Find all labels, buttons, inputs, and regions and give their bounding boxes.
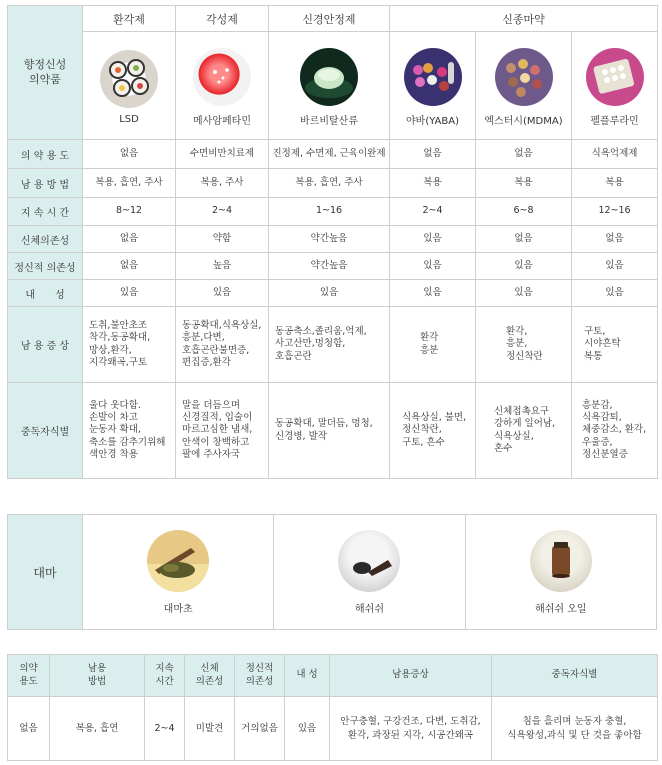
row-label: 대마 — [8, 515, 83, 630]
drug-cell — [176, 32, 269, 140]
cannabis-table — [7, 514, 657, 630]
group-header: 각성제 — [176, 6, 269, 32]
item-name: 대마초 — [163, 603, 193, 615]
table-cell: 있음 — [390, 226, 476, 253]
table-cell: 있음 — [269, 280, 390, 307]
table-cell: 복용, 주사 — [176, 169, 269, 198]
table-cell: 구토, 시야흔탁 복통 — [572, 307, 658, 383]
table-cell: 복용 — [390, 169, 476, 198]
table-cell: 말을 더듬으며 신경질적, 입술이 마르고심한 냄새, 안색이 창백하고 팔에 주사자국 — [176, 383, 269, 479]
table-cell: 복용, 흡연 — [50, 697, 145, 761]
drug-name: 메사암페타민 — [193, 116, 251, 127]
table-cell: 1~16 — [269, 198, 390, 226]
barbiturate-image — [300, 48, 358, 106]
cannabis-leaf-image — [147, 530, 209, 592]
column-header: 중독자식별 — [492, 655, 658, 697]
group-header: 신종마약 — [390, 6, 658, 32]
table-cell: 없음 — [8, 697, 50, 761]
cannabis-item — [274, 515, 465, 630]
table-cell: 약함 — [176, 226, 269, 253]
table-cell: 복용, 흡연, 주사 — [269, 169, 390, 198]
cannabis-item — [83, 515, 274, 630]
row-label: 중독자식별 — [8, 383, 83, 479]
drug-name: LSD — [119, 114, 139, 125]
table-cell: 2~4 — [176, 198, 269, 226]
table-cell: 울다 웃다함. 손발이 차고 눈동자 확대, 축소를 감추기위해 색안경 착용 — [83, 383, 176, 479]
table-cell: 안구충혈, 구강건조, 다변, 도취감, 환각, 과장된 지각, 시공간왜곡 — [330, 697, 492, 761]
drug-cell — [572, 32, 658, 140]
fenfluramine-image — [586, 48, 644, 106]
table-cell: 미발견 — [185, 697, 235, 761]
table-cell: 없음 — [83, 253, 176, 280]
methamphetamine-image — [193, 48, 251, 106]
item-name: 해쉬쉬 — [355, 603, 384, 615]
table-cell: 없음 — [390, 140, 476, 169]
table-cell: 동공축소,졸리움,억제, 사고산만,멍청함, 호흡곤란 — [269, 307, 390, 383]
cannabis-detail-table — [7, 654, 658, 761]
column-header: 의약 용도 — [8, 655, 50, 697]
row-label: 지 속 시 간 — [8, 198, 83, 226]
table-cell: 있음 — [572, 280, 658, 307]
table-cell: 2~4 — [390, 198, 476, 226]
row-label: 남 용 방 법 — [8, 169, 83, 198]
ecstasy-pills-image — [495, 48, 553, 106]
table-cell: 진정제, 수면제, 근육이완제 — [269, 140, 390, 169]
table-cell: 있음 — [572, 253, 658, 280]
table-cell: 환각, 흥분, 정신착란 — [476, 307, 572, 383]
table-cell: 8~12 — [83, 198, 176, 226]
psychotropic-drugs-table — [7, 5, 658, 479]
column-header: 내 성 — [285, 655, 330, 697]
table-cell: 있음 — [390, 253, 476, 280]
drug-cell — [390, 32, 476, 140]
table-cell: 흥분감, 식욕감퇴, 체중감소, 환각, 우울증, 정신분열증 — [572, 383, 658, 479]
table-cell: 있음 — [285, 697, 330, 761]
drug-name: 야바(YABA) — [406, 116, 459, 127]
row-label: 내 성 — [8, 280, 83, 307]
column-header: 남용 방법 — [50, 655, 145, 697]
table-cell: 6~8 — [476, 198, 572, 226]
drug-name: 엑스터시(MDMA) — [484, 116, 563, 127]
category-label: 향정신성 의약품 — [8, 6, 83, 140]
table-cell: 도취,불안초조 착각,동공확대, 망상,환각, 지각왜곡,구토 — [83, 307, 176, 383]
table-cell: 있음 — [390, 280, 476, 307]
table-cell: 없음 — [83, 140, 176, 169]
table-cell: 식욕상실, 불면, 정신착란, 구토, 흔수 — [390, 383, 476, 479]
drug-name: 펠플루라민 — [590, 116, 639, 127]
table-cell: 있음 — [476, 280, 572, 307]
table-cell: 있음 — [83, 280, 176, 307]
column-header: 지속 시간 — [145, 655, 185, 697]
table-cell: 복용 — [476, 169, 572, 198]
table-cell: 동공확대, 말더듬, 멍청, 신경병, 발작 — [269, 383, 390, 479]
table-cell: 약간높음 — [269, 226, 390, 253]
table-cell: 있음 — [176, 280, 269, 307]
table-cell: 동공확대,식욕상실, 흥분,다변, 호흡곤란불면증, 편집증,환각 — [176, 307, 269, 383]
table-cell: 없음 — [476, 140, 572, 169]
table-cell: 수면비만치료제 — [176, 140, 269, 169]
column-header: 정신적 의존성 — [235, 655, 285, 697]
table-cell: 12~16 — [572, 198, 658, 226]
yaba-pills-image — [404, 48, 462, 106]
column-header: 신체 의존성 — [185, 655, 235, 697]
table-cell: 복용 — [572, 169, 658, 198]
hash-oil-image — [530, 530, 592, 592]
row-label: 정신적 의존성 — [8, 253, 83, 280]
row-label: 신체의존성 — [8, 226, 83, 253]
group-header: 환각제 — [83, 6, 176, 32]
table-cell: 신체접촉요구 강하게 일어남, 식욕상실, 혼수 — [476, 383, 572, 479]
table-cell: 없음 — [572, 226, 658, 253]
table-cell: 없음 — [83, 226, 176, 253]
group-header: 신경안정제 — [269, 6, 390, 32]
table-cell: 없음 — [476, 226, 572, 253]
table-cell: 있음 — [476, 253, 572, 280]
table-cell: 높음 — [176, 253, 269, 280]
table-cell: 복용, 흡연, 주사 — [83, 169, 176, 198]
table-cell: 침을 흘리며 눈동자 충혈, 식욕왕성,과식 및 단 것을 좋아함 — [492, 697, 658, 761]
table-cell: 환각 흥분 — [390, 307, 476, 383]
drug-cell — [269, 32, 390, 140]
hashish-image — [338, 530, 400, 592]
column-header: 남용증상 — [330, 655, 492, 697]
lsd-sushi-image — [100, 50, 158, 108]
table-cell: 식욕억제제 — [572, 140, 658, 169]
table-cell: 2~4 — [145, 697, 185, 761]
drug-cell — [83, 32, 176, 140]
drug-name: 바르비탈산류 — [300, 116, 358, 127]
item-name: 해쉬쉬 오일 — [535, 603, 587, 615]
table-cell: 거의없음 — [235, 697, 285, 761]
table-cell: 약간높음 — [269, 253, 390, 280]
cannabis-item — [465, 515, 656, 630]
row-label: 남 용 증 상 — [8, 307, 83, 383]
row-label: 의 약 용 도 — [8, 140, 83, 169]
drug-cell — [476, 32, 572, 140]
